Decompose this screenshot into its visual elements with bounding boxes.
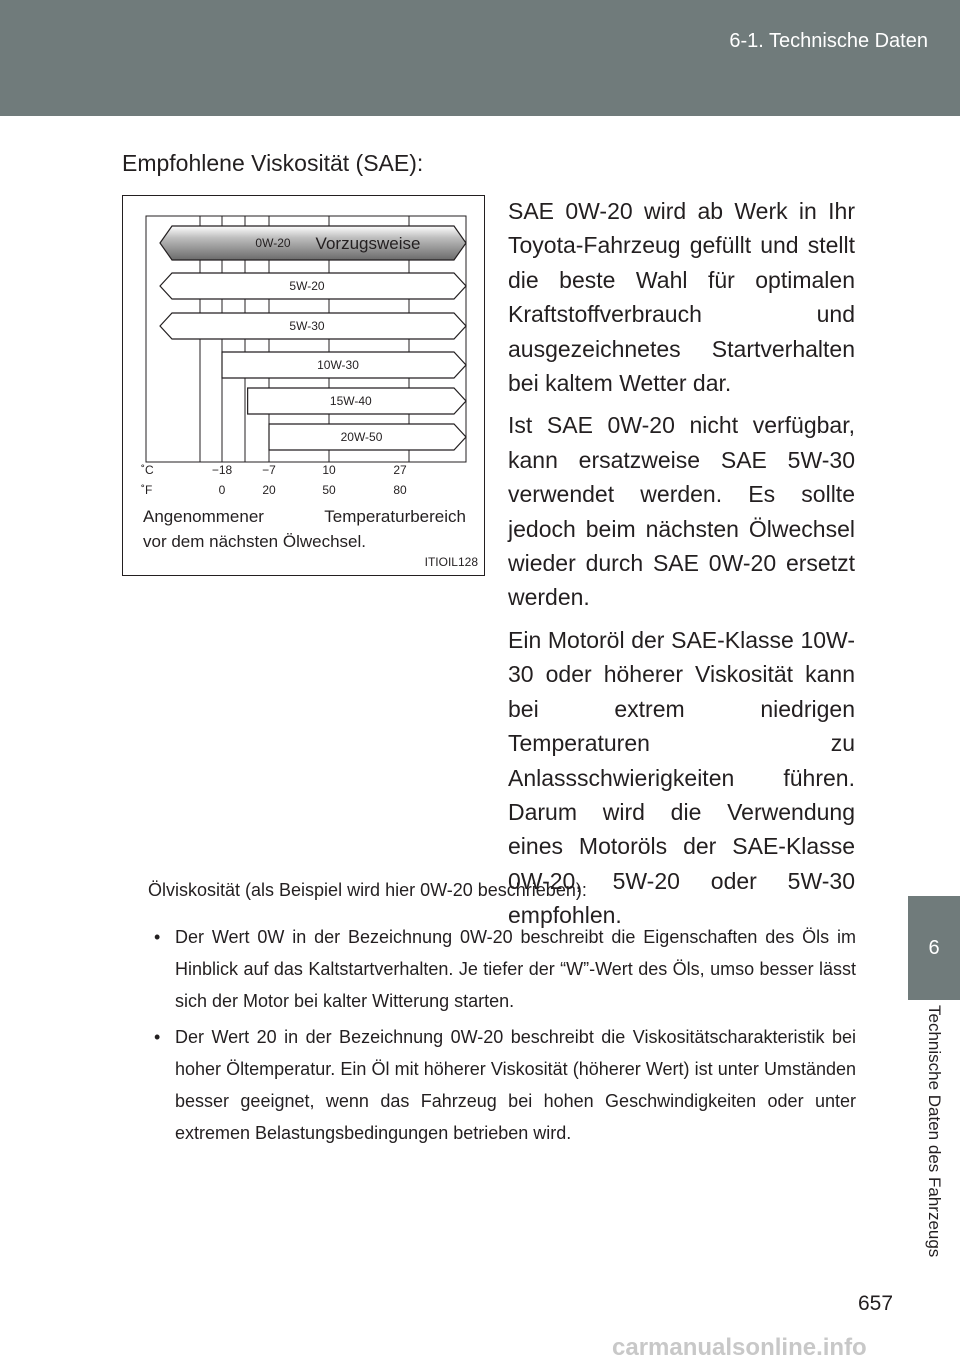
recommendation-paragraph-2: Ist SAE 0W-20 nicht verfügbar, kann ersatzweise SAE 5W-30 verwendet werden. Es sollte jedoch beim nächsten Ölwechsel wieder durch SAE 0W-20 ersetzt werden.	[508, 412, 855, 611]
chart-bars	[160, 226, 466, 450]
header-bar	[0, 0, 960, 116]
fahrenheit-unit-label: ˚F	[141, 483, 153, 496]
chapter-tab-number: 6	[908, 896, 960, 1000]
viscosity-bar-label: 20W-50	[340, 430, 383, 444]
fahrenheit-tick-label: 80	[393, 483, 407, 496]
celsius-unit-label: ˚C	[141, 463, 154, 477]
fahrenheit-tick-label: 0	[218, 483, 226, 496]
chart-x-label-right: Temperaturbereich	[324, 507, 466, 526]
section-heading: Empfohlene Viskosität (SAE):	[122, 150, 424, 176]
figure-code: ITIOIL128	[424, 555, 478, 569]
notes-item-2: • Der Wert 20 in der Bezeichnung 0W-20 beschreibt die Viskositätscharakteristik bei hoher Öltemperatur. Ein Öl mit höherer Viskosität (höherer Wert) ist unter Umständen besser geeignet, wenn das Fahrzeug bei hohen Geschwindigkeiten oder unter extremen Belastungsbedingungen betrieben wird.	[150, 1021, 856, 1149]
notes-item-1: • Der Wert 0W in der Bezeichnung 0W-20 beschreibt die Eigenschaften des Öls im Hinblick auf das Kaltstartverhalten. Je tiefer der “W”-Wert des Öls, umso besser lässt sich der Motor bei kalter Witterung starten.	[150, 921, 856, 1017]
viscosity-bar-label: 0W-20	[255, 236, 291, 250]
notes-title: Ölviskosität (als Beispiel wird hier 0W-20 beschrieben):	[148, 880, 587, 900]
chart-ticks	[141, 463, 407, 496]
celsius-tick-label: 27	[393, 463, 407, 477]
recommendation-paragraph-1: SAE 0W-20 wird ab Werk in Ihr Toyota-Fahrzeug gefüllt und stellt die beste Wahl für optimalen Kraftstoffverbrauch und ausgezeichnetes Startverhalten bei kaltem Wetter dar.	[508, 198, 855, 397]
watermark: carmanualsonline.info	[612, 1334, 867, 1361]
celsius-tick-label: −18	[211, 463, 233, 477]
viscosity-bar-label: 15W-40	[329, 394, 372, 408]
celsius-tick-label: −7	[262, 463, 276, 477]
viscosity-bar-label: 5W-30	[289, 319, 325, 333]
fahrenheit-tick-label: 50	[322, 483, 336, 496]
page-number: 657	[858, 1292, 894, 1315]
viscosity-chart	[123, 196, 486, 496]
viscosity-bar-label: 5W-20	[289, 279, 325, 293]
viscosity-bar-label: 10W-30	[317, 358, 359, 372]
recommendation-paragraph-3: Ein Motoröl der SAE-Klasse 10W-30 oder höherer Viskosität kann bei extrem niedrigen Temperaturen zu Anlassschwierigkeiten führen. Darum wird die Verwendung eines Motoröls der SAE-Klasse 0W-20, 5W-20 oder 5W-30 empfohlen.	[508, 626, 855, 929]
chart-x-label	[143, 504, 466, 554]
viscosity-chart-figure	[122, 195, 485, 576]
chart-x-label-line2: vor dem nächsten Ölwechsel.	[143, 532, 366, 551]
chart-x-label-left: Angenommener	[143, 507, 264, 526]
notes-list	[150, 921, 856, 1153]
page-header-title: 6-1. Technische Daten	[729, 30, 928, 52]
celsius-tick-label: 10	[322, 463, 336, 477]
chapter-side-label-text: Technische Daten des Fahrzeugs	[925, 1005, 944, 1258]
recommendation-text	[508, 194, 855, 941]
fahrenheit-tick-label: 20	[262, 483, 276, 496]
preferred-label: Vorzugsweise	[315, 234, 421, 253]
